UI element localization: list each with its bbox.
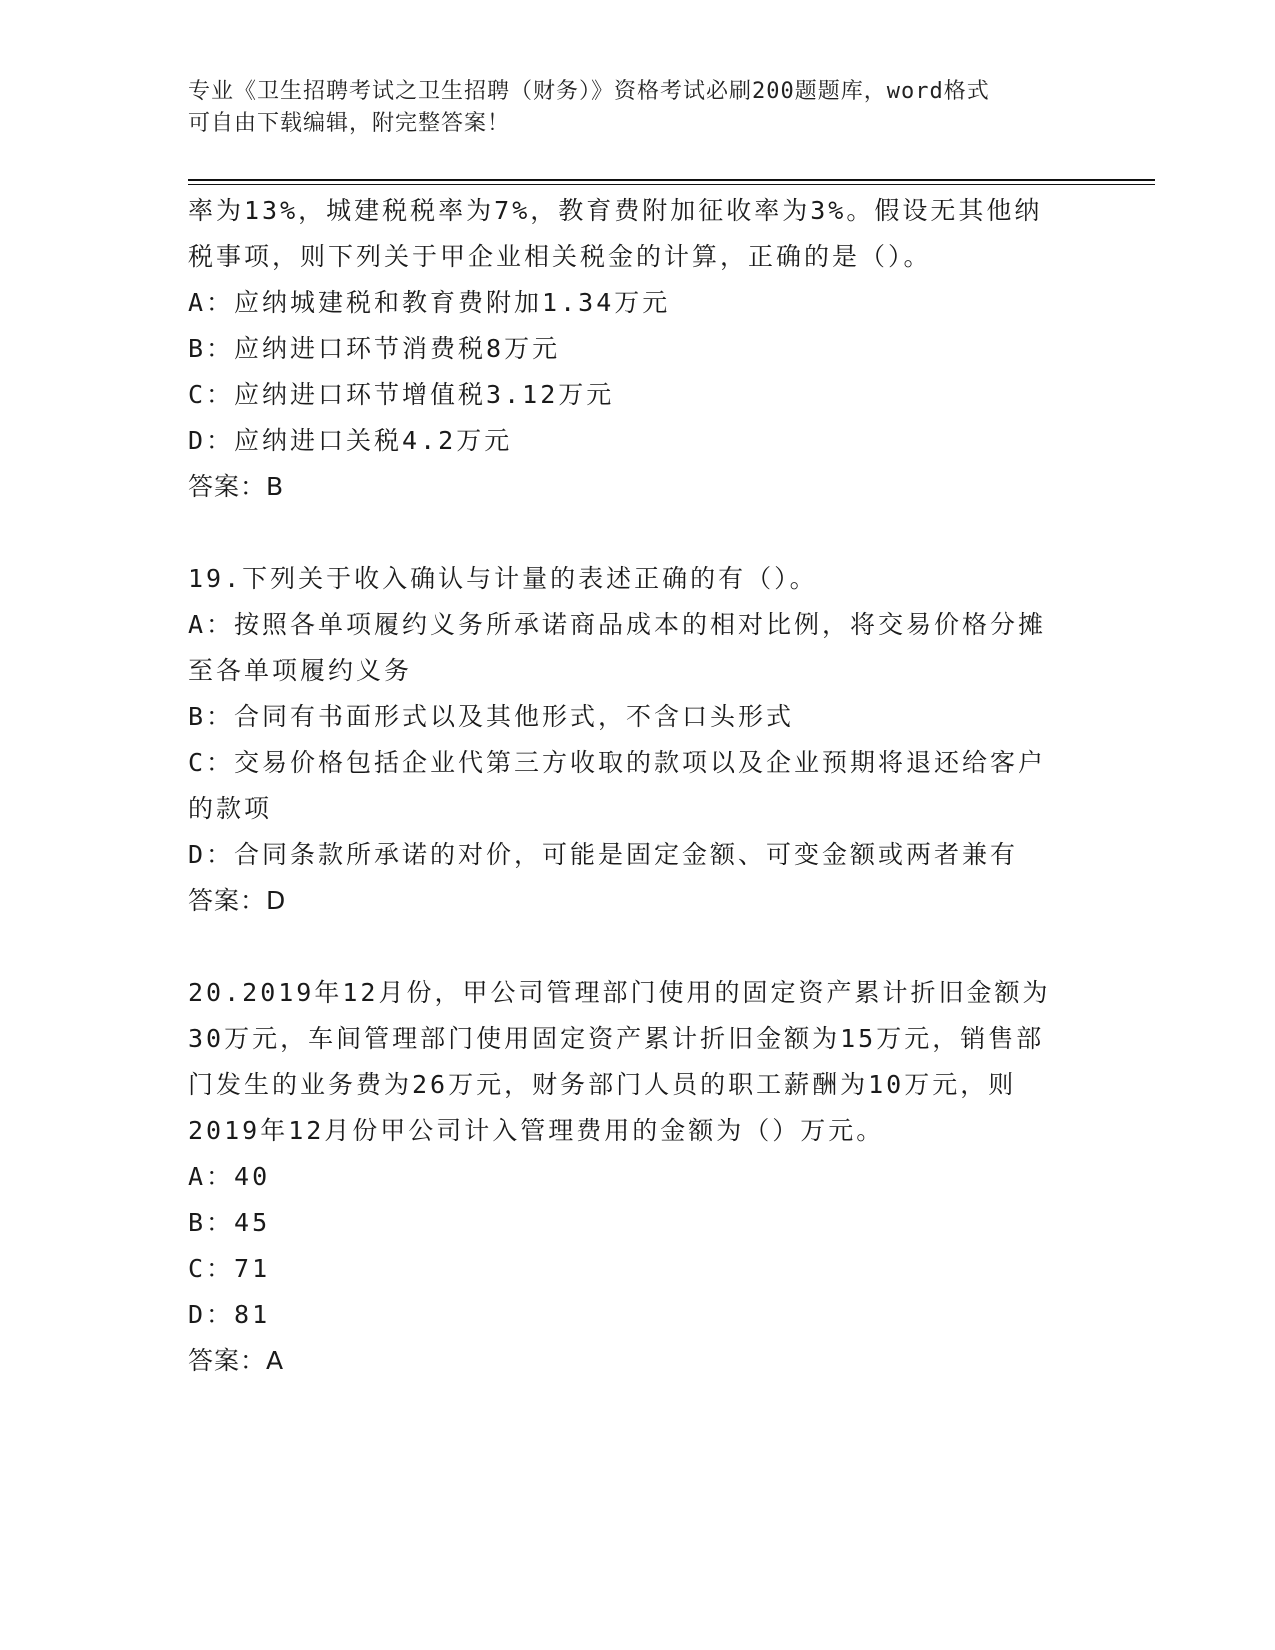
document-header — [188, 76, 1088, 140]
question-19-option-d: D：合同条款所承诺的对价，可能是固定金额、可变金额或两者兼有 — [188, 840, 1019, 869]
header-title-line-2: 可自由下载编辑，附完整答案！ — [188, 111, 511, 136]
question-20-stem-line-4: 2019年12月份甲公司计入管理费用的金额为（）万元。 — [188, 1116, 885, 1145]
question-20-option-a: A：40 — [188, 1162, 271, 1191]
question-content — [188, 188, 1088, 1384]
header-title-line-1: 专业《卫生招聘考试之卫生招聘（财务）》资格考试必刷200题题库，word格式 — [188, 79, 990, 104]
question-19-stem: 19.下列关于收入确认与计量的表述正确的有（）。 — [188, 564, 818, 593]
question-18-option-d: D：应纳进口关税4.2万元 — [188, 426, 513, 455]
question-19-option-c-line-1: C：交易价格包括企业代第三方收取的款项以及企业预期将退还给客户 — [188, 748, 1047, 777]
question-18-option-c: C：应纳进口环节增值税3.12万元 — [188, 380, 615, 409]
question-19-option-b: B：合同有书面形式以及其他形式，不含口头形式 — [188, 702, 795, 731]
question-20-answer: 答案：A — [188, 1346, 285, 1375]
question-18-stem-line-2: 税事项，则下列关于甲企业相关税金的计算，正确的是（）。 — [188, 242, 932, 271]
question-19-option-a-line-2: 至各单项履约义务 — [188, 656, 413, 685]
question-spacer — [188, 924, 1088, 970]
question-18-option-a: A：应纳城建税和教育费附加1.34万元 — [188, 288, 671, 317]
question-18-answer: 答案：B — [188, 472, 285, 501]
header-divider-thin — [188, 184, 1155, 185]
question-20-stem-line-3: 门发生的业务费为26万元，财务部门人员的职工薪酬为10万元，则 — [188, 1070, 1017, 1099]
question-20-option-c: C：71 — [188, 1254, 271, 1283]
question-18-stem-line-1: 率为13%，城建税税率为7%，教育费附加征收率为3%。假设无其他纳 — [188, 196, 1043, 225]
question-20-option-b: B：45 — [188, 1208, 271, 1237]
question-19-answer: 答案：D — [188, 886, 287, 915]
question-20-option-d: D：81 — [188, 1300, 271, 1329]
header-divider-thick — [188, 179, 1155, 181]
question-spacer — [188, 510, 1088, 556]
question-19-option-a-line-1: A：按照各单项履约义务所承诺商品成本的相对比例，将交易价格分摊 — [188, 610, 1047, 639]
question-20-stem-line-1: 20.2019年12月份，甲公司管理部门使用的固定资产累计折旧金额为 — [188, 978, 1051, 1007]
question-18-option-b: B：应纳进口环节消费税8万元 — [188, 334, 561, 363]
question-20-stem-line-2: 30万元，车间管理部门使用固定资产累计折旧金额为15万元，销售部 — [188, 1024, 1045, 1053]
question-20 — [188, 970, 1088, 1384]
question-19 — [188, 556, 1088, 924]
question-18 — [188, 188, 1088, 510]
question-19-option-c-line-2: 的款项 — [188, 794, 273, 823]
